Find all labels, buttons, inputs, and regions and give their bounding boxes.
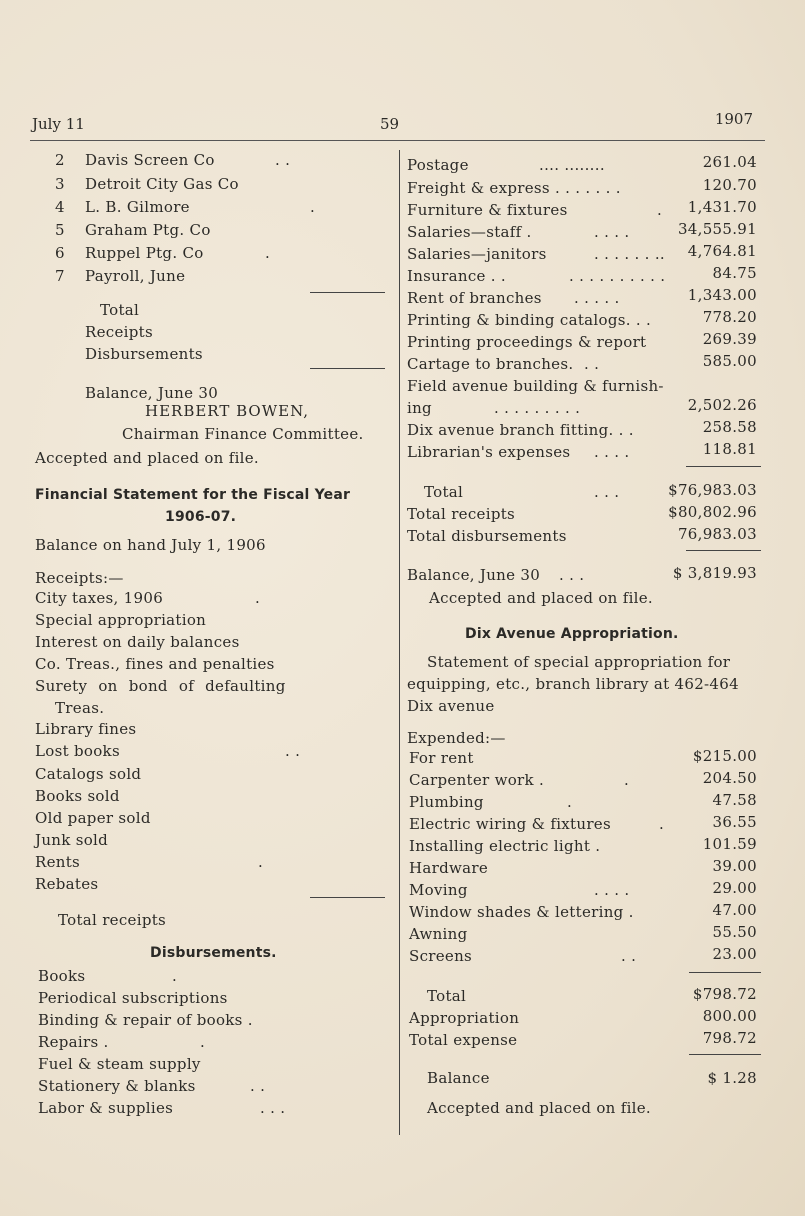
expense-amount: 118.81 [702,440,757,458]
dix-item-label: Hardware [409,859,489,877]
receipt-label: Junk sold [35,831,109,849]
dix-total-label: Total [427,987,467,1005]
total-disbursements-amount: 76,983.03 [677,525,757,543]
appropriation-label: Appropriation [409,1009,520,1027]
header-year: 1907 [714,110,753,128]
list-item-name: L. B. Gilmore [85,198,190,216]
accepted-note: Accepted and placed on file. [429,589,654,607]
dix-total-amount: $798.72 [692,985,757,1003]
list-item-name: Payroll, June [85,267,186,285]
signer-name: HERBERT BOWEN, [145,402,309,420]
receipt-label: City taxes, 1906 [35,589,164,607]
expense-label: Furniture & fixtures [407,201,568,219]
receipt-label: Co. Treas., fines and penalties [35,655,275,673]
sum-rule [310,368,385,369]
dix-item-amount: 29.00 [712,879,757,897]
total-disbursements-label: Total disbursements [407,527,567,545]
list-item-num: 6 [55,244,65,262]
expense-label: Printing proceedings & report [407,333,647,351]
dix-balance-amount: $ 1.28 [707,1069,757,1087]
dix-item-label: Moving [409,881,468,899]
dix-item-amount: 101.59 [702,835,757,853]
dix-item-label: Plumbing [409,793,484,811]
fin-title-year: 1906-07. [165,509,237,525]
receipt-label: Special appropriation [35,611,207,629]
disbursements-heading: Disbursements. [150,945,277,961]
dix-item-amount: $215.00 [692,747,757,765]
accepted-note: Accepted and placed on file. [35,449,260,467]
total-expense-label: Total expense [409,1031,518,1049]
expense-leader: . . . . [594,223,630,241]
expense-label: Insurance . . [407,267,506,285]
expense-label: Librarian's expenses [407,443,571,461]
dix-item-label: Awning [409,925,468,943]
expense-label: Postage [407,156,469,174]
expense-label: Field avenue building & furnish- [407,377,664,395]
receipt-label: Catalogs sold [35,765,142,783]
disb-label: Repairs . [38,1033,109,1051]
expended-heading: Expended:— [407,729,506,747]
expense-leader: . [657,201,663,219]
expense-amount: 585.00 [702,352,757,370]
expense-amount: 1,343.00 [687,286,757,304]
receipt-label: Lost books [35,742,120,760]
disb-label: Books [38,967,86,985]
sum-rule [310,897,385,898]
sum-rule [689,1054,761,1055]
receipt-leader: . [255,589,261,607]
expense-leader: . . . . . [574,289,620,307]
list-item-num: 7 [55,267,65,285]
expense-label: Cartage to branches. [407,355,574,373]
dix-item-label: Screens [409,947,473,965]
list-item-leader: . . [275,151,291,169]
dix-item-amount: 23.00 [712,945,757,963]
dix-item-leader: . . . . [594,881,630,899]
dix-item-label: Carpenter work . [409,771,545,789]
list-item-num: 2 [55,151,65,169]
total-label: Total [424,483,464,501]
balance-label: Balance, June 30 [407,566,541,584]
dix-balance-label: Balance [427,1069,490,1087]
sum-rule [686,550,761,551]
list-item-name: Davis Screen Co [85,151,215,169]
expense-leader: . . . . . . .. [594,245,665,263]
disb-leader: . . . [260,1099,286,1117]
total-receipts-amount: $80,802.96 [668,503,757,521]
dix-item-leader: . [659,815,665,833]
list-item-name: Ruppel Ptg. Co [85,244,204,262]
dix-accepted-note: Accepted and placed on file. [427,1099,652,1117]
expense-label: Salaries—janitors [407,245,547,263]
total-leader: . . . [594,483,620,501]
expense-label: Printing & binding catalogs. . . [407,311,652,329]
expense-amount: 269.39 [702,330,757,348]
expense-label: Rent of branches [407,289,542,307]
receipt-label: Rebates [35,875,99,893]
receipt-leader: . . [285,742,301,760]
disb-label: Labor & supplies [38,1099,174,1117]
left-column [0,0,399,1216]
disb-leader: . . [250,1077,266,1095]
signer-title: Chairman Finance Committee. [122,425,364,443]
dix-item-label: For rent [409,749,474,767]
page-number: 59 [380,115,400,133]
disb-label: Stationery & blanks [38,1077,196,1095]
disb-label: Periodical subscriptions [38,989,228,1007]
receipt-label: Interest on daily balances [35,633,240,651]
disb-label: Fuel & steam supply [38,1055,201,1073]
dix-item-amount: 36.55 [712,813,757,831]
list-item-leader: . [265,244,271,262]
expense-label: Dix avenue branch fitting. . . [407,421,634,439]
total-expense-amount: 798.72 [702,1029,757,1047]
dix-statement-line: Statement of special appropriation for [427,653,731,671]
disbursements-label: Disbursements [85,345,203,363]
disb-label: Binding & repair of books . [38,1011,253,1029]
dix-item-leader: . [624,771,630,789]
list-item-name: Detroit City Gas Co [85,175,239,193]
expense-leader: . . [584,355,600,373]
receipts-heading: Receipts:— [35,569,124,587]
dix-item-leader: . . [621,947,637,965]
dix-item-label: Window shades & lettering . [409,903,634,921]
receipt-label: Library fines [35,720,137,738]
expense-amount: 2,502.26 [687,396,757,414]
total-amount: $76,983.03 [668,481,757,499]
opening-balance-label: Balance on hand July 1, 1906 [35,536,266,554]
fin-title: Financial Statement for the Fiscal Year [35,487,351,503]
list-item-name: Graham Ptg. Co [85,221,211,239]
list-item-num: 3 [55,175,65,193]
expense-amount: 258.58 [702,418,757,436]
expense-leader: . . . . [594,443,630,461]
total-receipts-label: Total receipts [407,505,516,523]
sum-rule [310,292,385,293]
expense-leader: . . . . . . . . . . [569,267,666,285]
total-label: Total [100,301,140,319]
expense-label: Freight & express . . . . . . . [407,179,621,197]
balance-leader: . . . [559,566,585,584]
sum-rule [686,466,761,467]
expense-label: Salaries—staff . [407,223,532,241]
dix-item-amount: 39.00 [712,857,757,875]
expense-amount: 4,764.81 [687,242,757,260]
dix-statement-line: equipping, etc., branch library at 462-464 [407,675,739,693]
dix-item-amount: 55.50 [712,923,757,941]
expense-amount: 261.04 [702,153,757,171]
appropriation-amount: 800.00 [702,1007,757,1025]
receipt-label: Rents [35,853,81,871]
receipt-label: Old paper sold [35,809,151,827]
list-item-num: 4 [55,198,65,216]
expense-amount: 1,431.70 [687,198,757,216]
right-column [399,0,805,1216]
dix-item-amount: 47.58 [712,791,757,809]
dix-item-leader: . [567,793,573,811]
expense-amount: 84.75 [712,264,757,282]
receipt-label: Treas. [55,699,105,717]
balance-label: Balance, June 30 [85,384,219,402]
expense-label: ing [407,399,432,417]
disb-leader: . [172,967,178,985]
expense-amount: 120.70 [702,176,757,194]
list-item-leader: . [310,198,316,216]
header-date: July 11 [32,115,85,133]
expense-leader: .... ........ [539,156,605,174]
dix-item-amount: 47.00 [712,901,757,919]
list-item-num: 5 [55,221,65,239]
receipt-label: Surety on bond of defaulting [35,677,286,695]
expense-leader: . . . . . . . . . [494,399,581,417]
expense-amount: 34,555.91 [677,220,757,238]
balance-amount: $ 3,819.93 [672,564,757,582]
dix-item-amount: 204.50 [702,769,757,787]
expense-amount: 778.20 [702,308,757,326]
dix-title: Dix Avenue Appropriation. [465,626,679,642]
receipt-label: Books sold [35,787,120,805]
total-receipts-label: Total receipts [58,911,167,929]
dix-statement-line: Dix avenue [407,697,495,715]
dix-item-label: Installing electric light . [409,837,601,855]
sum-rule [689,972,761,973]
receipts-label: Receipts [85,323,153,341]
disb-leader: . [200,1033,206,1051]
receipt-leader: . [258,853,264,871]
dix-item-label: Electric wiring & fixtures [409,815,611,833]
